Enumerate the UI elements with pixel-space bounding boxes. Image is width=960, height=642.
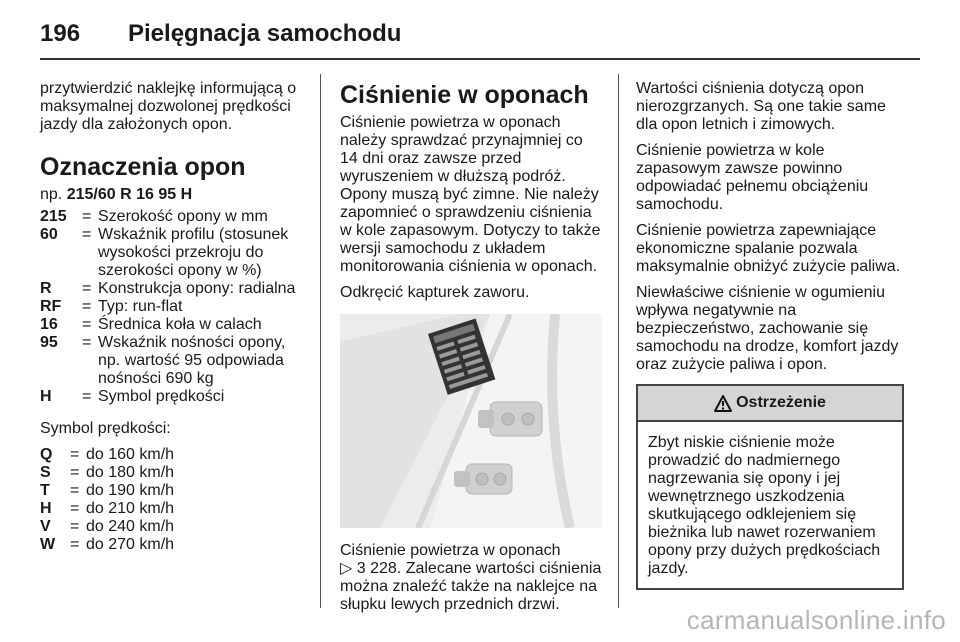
warning-box — [636, 384, 904, 590]
spare-wheel-text: Ciśnienie powietrza w kole zapasowym zawsze powinno odpowiadać pełnemu obciążeniu samochodu. — [636, 142, 869, 213]
tire-markings-table — [40, 208, 308, 406]
tire-markings-heading: Oznaczenia opon — [40, 153, 246, 181]
definition-value: Symbol prędkości — [98, 388, 225, 405]
incorrect-pressure-text: Niewłaściwe ciśnienie w ogumieniu wpływa negatywnie na bezpieczeństwo, zachowanie się samochodu na drodze, komfort jazdy oraz zużycie paliwa i opon. — [636, 284, 899, 373]
cold-tire-text: Wartości ciśnienia dotyczą opon nierozgrzanych. Są one takie same dla opon letnich i zimowych. — [636, 80, 886, 133]
page-number: 196 — [40, 20, 81, 47]
speed-row — [40, 464, 308, 482]
intro-text: przytwierdzić naklejkę informującą o maksymalnej dozwolonej prędkości jazdy dla założonych opon. — [40, 80, 297, 133]
equals-sign: = — [70, 464, 80, 481]
speed-value: do 190 km/h — [86, 482, 175, 499]
valve-cap-text: Odkręcić kapturek zaworu. — [340, 284, 530, 301]
speed-row — [40, 518, 308, 536]
speed-key: W — [40, 536, 56, 553]
watermark: carmanualsonline.info — [686, 605, 946, 635]
definition-key: RF — [40, 298, 62, 315]
equals-sign: = — [70, 518, 80, 535]
page-title: Pielęgnacja samochodu — [128, 20, 402, 47]
column-divider-2 — [618, 74, 619, 608]
speed-value: do 210 km/h — [86, 500, 175, 517]
definition-value: Szerokość opony w mm — [98, 208, 268, 225]
warning-text: Zbyt niskie ciśnienie może prowadzić do nadmiernego nagrzewania się opony i jej wewnętrznego uszkodzenia skutkującego odklejeniem się bieżnika lub nawet rozerwaniem opony przy dużych prędkościach jazdy. — [648, 434, 881, 577]
column-3 — [636, 80, 904, 590]
definition-value: Wskaźnik nośności opony, np. wartość 95 odpowiada nośności 690 kg — [98, 334, 286, 387]
np-prefix: np. — [40, 186, 63, 203]
definition-value: Typ: run-flat — [98, 298, 183, 315]
equals-sign: = — [82, 298, 92, 315]
equals-sign: = — [70, 500, 80, 517]
definition-value: Wskaźnik profilu (stosunek wysokości przekroju do szerokości opony w %) — [98, 226, 289, 279]
speed-symbol-table — [40, 446, 308, 554]
pressure-reference-text — [340, 560, 602, 614]
equals-sign: = — [70, 482, 80, 499]
equals-sign: = — [82, 316, 92, 333]
page-header — [40, 14, 401, 54]
speed-key: H — [40, 500, 52, 517]
column-1 — [40, 80, 308, 568]
equals-sign: = — [70, 446, 80, 463]
door-pillar-label-illustration — [340, 314, 602, 528]
speed-value: do 270 km/h — [86, 536, 175, 553]
definition-row — [40, 388, 308, 406]
door-pillar-drawing — [340, 314, 602, 528]
definition-key: 215 — [40, 208, 67, 225]
definition-row — [40, 226, 308, 280]
tire-code-example — [40, 186, 308, 204]
pressure-reference: 3 228. Zalecane wartości ciśnienia można znaleźć także na naklejce na słupku lewych przednich drzwi. — [340, 560, 602, 613]
definition-row — [40, 280, 308, 298]
speed-value: do 180 km/h — [86, 464, 175, 481]
speed-row — [40, 446, 308, 464]
warning-title: Ostrzeżenie — [736, 394, 826, 411]
definition-key: 16 — [40, 316, 58, 333]
speed-key: Q — [40, 446, 53, 463]
definition-row — [40, 208, 308, 226]
equals-sign: = — [82, 280, 92, 297]
definition-key: R — [40, 280, 52, 297]
speed-symbol-label: Symbol prędkości: — [40, 420, 171, 437]
speed-value: do 240 km/h — [86, 518, 175, 535]
column-2 — [340, 80, 602, 622]
definition-value: Średnica koła w calach — [98, 316, 262, 333]
equals-sign: = — [70, 536, 80, 553]
definition-row — [40, 334, 308, 388]
speed-row — [40, 500, 308, 518]
column-divider-1 — [320, 74, 321, 608]
speed-row — [40, 536, 308, 554]
speed-row — [40, 482, 308, 500]
header-divider — [40, 58, 920, 60]
definition-key: H — [40, 388, 52, 405]
warning-header — [638, 386, 902, 422]
definition-row — [40, 316, 308, 334]
definition-row — [40, 298, 308, 316]
tire-pressure-heading: Ciśnienie w oponach — [340, 81, 589, 109]
pressure-check-text: Ciśnienie powietrza w oponach należy sprawdzać przynajmniej co 14 dni oraz zawsze przed wyruszeniem w dłuższą podróż. Opony muszą być zimne. Nie należy zapomnieć o sprawdzeniu ciśnienia w kole zapasowym. Dotyczy to także wersji samochodu z układem monitorowania ciśnienia w oponach. — [340, 114, 601, 275]
reference-arrow-icon: ▷ — [340, 560, 353, 577]
speed-key: V — [40, 518, 51, 535]
equals-sign: = — [82, 208, 92, 225]
pressure-caption: Ciśnienie powietrza w oponach — [340, 542, 561, 559]
speed-key: S — [40, 464, 51, 481]
speed-key: T — [40, 482, 50, 499]
speed-value: do 160 km/h — [86, 446, 175, 463]
equals-sign: = — [82, 388, 92, 405]
equals-sign: = — [82, 334, 92, 351]
definition-value: Konstrukcja opony: radialna — [98, 280, 296, 297]
fuel-economy-text: Ciśnienie powietrza zapewniające ekonomiczne spalanie pozwala maksymalnie obniżyć zużycie paliwa. — [636, 222, 901, 275]
definition-key: 95 — [40, 334, 58, 351]
definition-key: 60 — [40, 226, 58, 243]
warning-triangle-icon — [714, 395, 732, 412]
equals-sign: = — [82, 226, 92, 243]
tire-code: 215/60 R 16 95 H — [66, 186, 193, 203]
